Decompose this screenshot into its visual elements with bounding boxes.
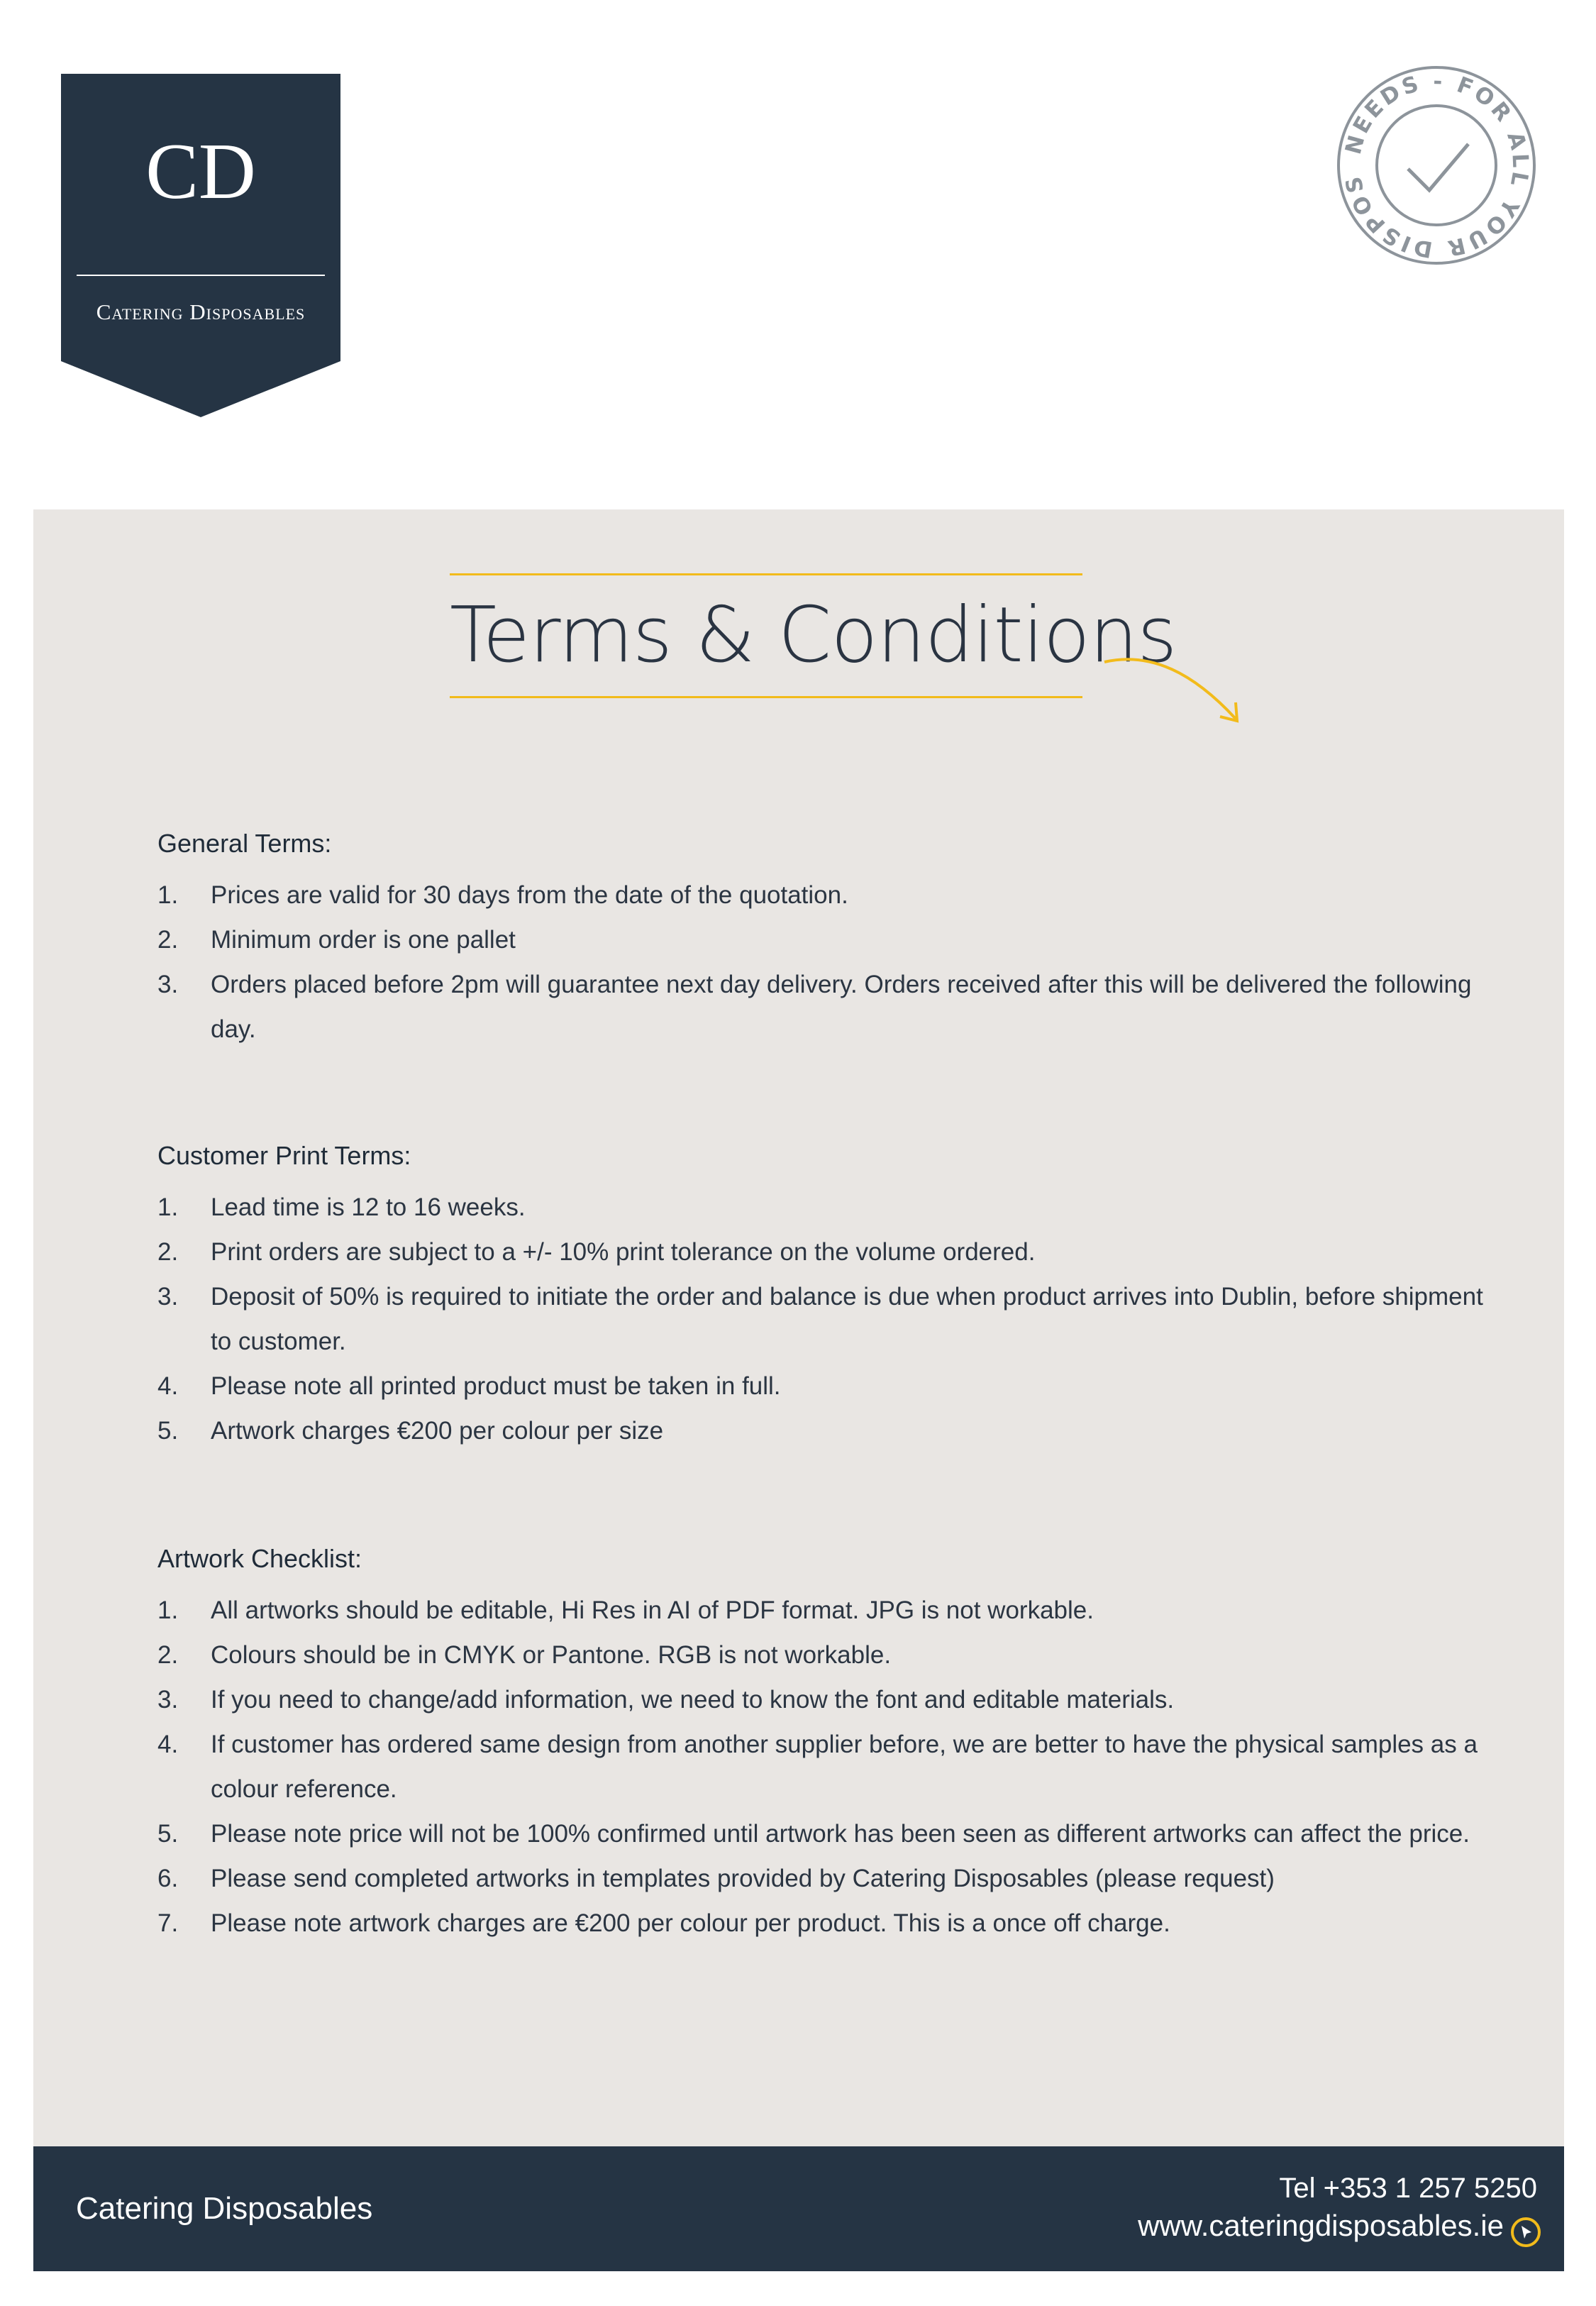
logo <box>61 74 340 417</box>
list-item: 3. If you need to change/add information, we need to know the font and editable materials. <box>157 1686 1175 1714</box>
section-heading: Artwork Checklist: <box>157 1544 362 1573</box>
section-artwork-checklist <box>157 1537 1505 1946</box>
footer-website-link[interactable]: www.cateringdisposables.ie <box>1138 2209 1504 2242</box>
cursor-click-icon <box>1509 2215 1543 2249</box>
logo-wordmark <box>61 299 340 325</box>
list-item: 5. Artwork charges €200 per colour per size <box>157 1417 664 1445</box>
section-heading: General Terms: <box>157 829 332 858</box>
list-item: 2. Print orders are subject to a +/- 10% print tolerance on the volume ordered. <box>157 1238 1036 1266</box>
list-item: 2. Colours should be in CMYK or Pantone. RGB is not workable. <box>157 1641 892 1669</box>
stamp-text: NEEDS - FOR ALL YOUR DISPOS <box>1340 68 1534 263</box>
list-item: 3. Orders placed before 2pm will guarantee next day delivery. Orders received after this will be delivered the following day. <box>157 971 1472 1043</box>
list-item: 1. All artworks should be editable, Hi Res in AI of PDF format. JPG is not workable. <box>157 1596 1094 1624</box>
list-item: 5. Please note price will not be 100% confirmed until artwork has been seen as different artworks can affect the price. <box>157 1820 1470 1848</box>
list-item: 1. Prices are valid for 30 days from the date of the quotation. <box>157 881 848 909</box>
list-item: 3. Deposit of 50% is required to initiate the order and balance is due when product arrives into Dublin, before shipment to customer. <box>157 1283 1483 1355</box>
footer <box>33 2146 1564 2271</box>
page-title: Terms & Conditions <box>450 591 1177 680</box>
title-frame <box>450 573 1177 698</box>
section-heading: Customer Print Terms: <box>157 1141 411 1170</box>
list-item: 1. Lead time is 12 to 16 weeks. <box>157 1193 526 1221</box>
logo-monogram: CD <box>145 128 256 216</box>
logo-banner-shape <box>61 74 340 417</box>
footer-phone[interactable]: Tel +353 1 257 5250 <box>1279 2173 1537 2204</box>
list-item: 4. Please note all printed product must be taken in full. <box>157 1372 781 1400</box>
list-item: 2. Minimum order is one pallet <box>157 926 516 954</box>
curved-arrow-icon <box>1101 651 1243 729</box>
section-general-terms <box>157 822 1505 1052</box>
list-item: 4. If customer has ordered same design from another supplier before, we are better to have the physical samples as a colour reference. <box>157 1731 1478 1803</box>
logo-name: Catering Disposables <box>96 299 306 324</box>
list-item: 6. Please send completed artworks in templates provided by Catering Disposables (please request) <box>157 1865 1275 1892</box>
stamp-badge <box>1334 62 1539 268</box>
footer-brand: Catering Disposables <box>76 2191 373 2226</box>
checkmark-icon <box>1408 144 1468 190</box>
terms-panel <box>33 509 1564 2146</box>
list-item: 7. Please note artwork charges are €200 per colour per product. This is a once off charge. <box>157 1909 1170 1937</box>
section-customer-print-terms <box>157 1134 1505 1453</box>
